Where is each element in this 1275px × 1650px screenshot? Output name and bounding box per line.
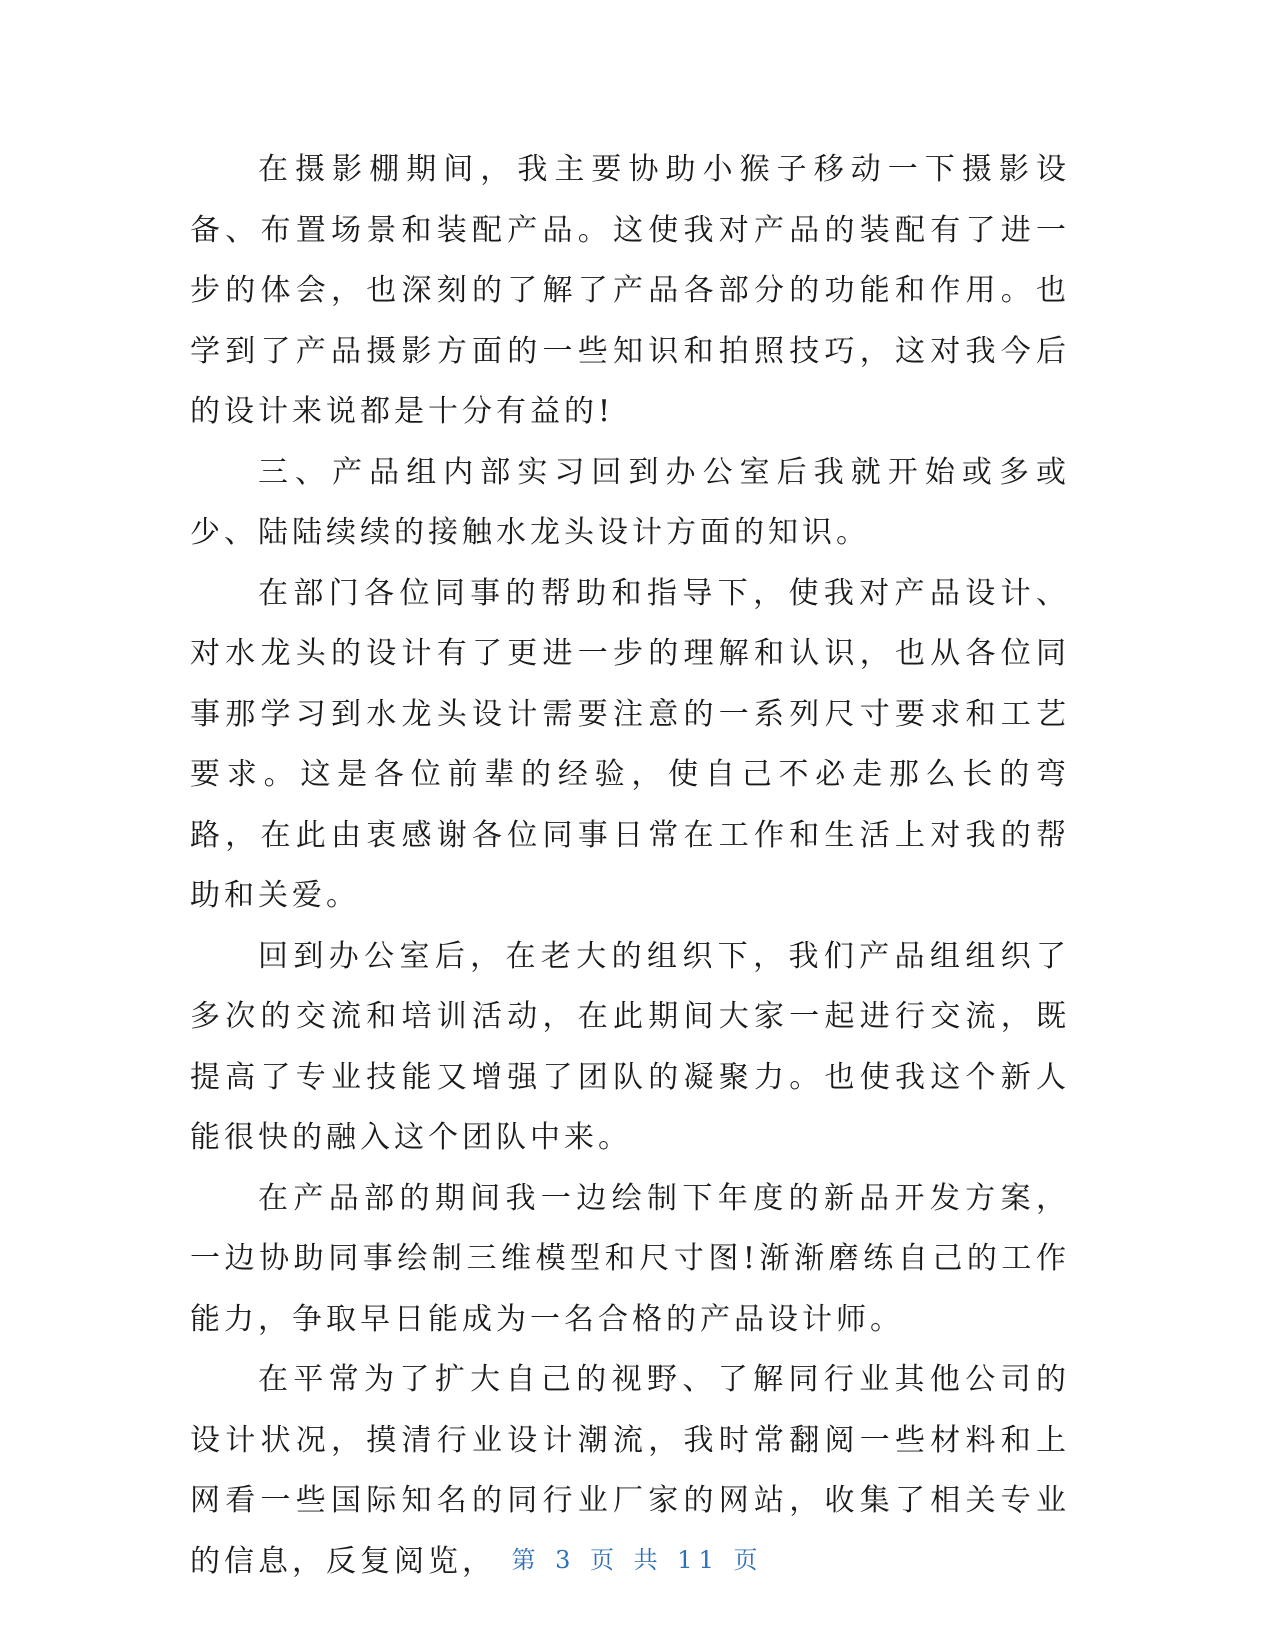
page-footer — [0, 1540, 1275, 1575]
paragraph: 三、产品组内部实习回到办公室后我就开始或多或少、陆陆续续的接触水龙头设计方面的知识。 — [190, 454, 1070, 550]
paragraph: 在部门各位同事的帮助和指导下，使我对产品设计、对水龙头的设计有了更进一步的理解和认识，也从各位同事那学习到水龙头设计需要注意的一系列尺寸要求和工艺要求。这是各位前辈的经验，使自己不必走那么长的弯路，在此由衷感谢各位同事日常在工作和生活上对我的帮助和关爱。 — [190, 575, 1070, 913]
document-body — [190, 140, 1070, 1592]
page-number-label: 第 3 页 共 11 页 — [511, 1546, 764, 1574]
paragraph: 在摄影棚期间，我主要协助小猴子移动一下摄影设备、布置场景和装配产品。这使我对产品的装配有了进一步的体会，也深刻的了解了产品各部分的功能和作用。也学到了产品摄影方面的一些知识和拍照技巧，这对我今后的设计来说都是十分有益的! — [190, 152, 1070, 429]
paragraph: 回到办公室后，在老大的组织下，我们产品组组织了多次的交流和培训活动，在此期间大家一起进行交流，既提高了专业技能又增强了团队的凝聚力。也使我这个新人能很快的融入这个团队中来。 — [190, 938, 1070, 1155]
paragraph: 在产品部的期间我一边绘制下年度的新品开发方案，一边协助同事绘制三维模型和尺寸图!渐渐磨练自己的工作能力，争取早日能成为一名合格的产品设计师。 — [190, 1180, 1070, 1337]
paragraph: 在平常为了扩大自己的视野、了解同行业其他公司的设计状况，摸清行业设计潮流，我时常翻阅一些材料和上网看一些国际知名的同行业厂家的网站，收集了相关专业的信息，反复阅览， — [190, 1362, 1070, 1579]
